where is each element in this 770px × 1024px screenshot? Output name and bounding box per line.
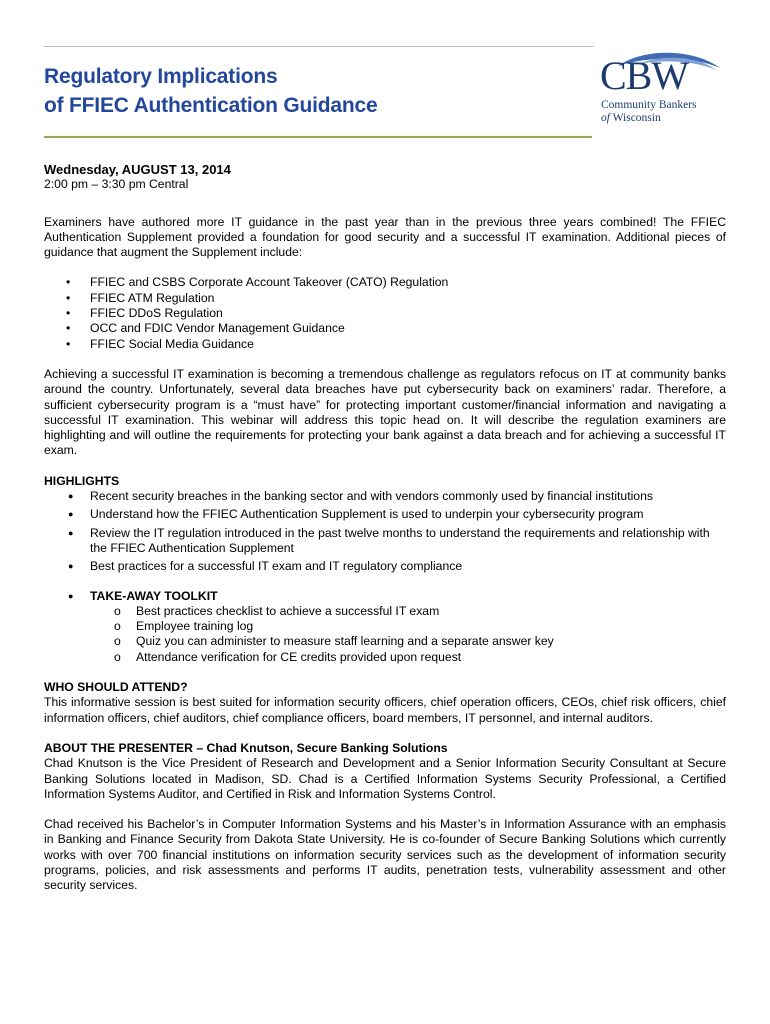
list-item: • FFIEC and CSBS Corporate Account Takeover (CATO) Regulation bbox=[44, 275, 726, 290]
list-item: • OCC and FDIC Vendor Management Guidance bbox=[44, 321, 726, 336]
attend-heading: WHO SHOULD ATTEND? bbox=[44, 680, 188, 695]
presenter-bio-1: Chad Knutson is the Vice President of Research and Development and a Senior Information Security Consultant at Secure Banking Solutions located in Madison, SD. Chad is a Certified Information Systems Security Professional, a Certified Information Systems Auditor, and Certified in Risk and Information Systems Control. bbox=[44, 756, 726, 801]
logo-line-1: Community Bankers bbox=[601, 99, 697, 111]
list-item: ● Understand how the FFIEC Authentication Supplement is used to underpin your cybersecurity program bbox=[44, 507, 726, 522]
list-item: o Best practices checklist to achieve a successful IT exam bbox=[44, 604, 726, 619]
list-item: ● Best practices for a successful IT exam and IT regulatory compliance bbox=[44, 559, 726, 574]
document-body bbox=[44, 162, 726, 894]
event-time: 2:00 pm – 3:30 pm Central bbox=[44, 177, 189, 192]
toolkit-list bbox=[44, 589, 726, 604]
list-item: o Quiz you can administer to measure staff learning and a separate answer key bbox=[44, 634, 726, 649]
page-title bbox=[44, 62, 378, 120]
logo-mark: CBW bbox=[600, 53, 689, 98]
logo-line-2 bbox=[601, 112, 661, 124]
highlights-list bbox=[44, 489, 726, 574]
presenter-bio-2: Chad received his Bachelor’s in Computer Information Systems and his Master’s in Information Assurance with an emphasis in Banking and Finance Security from Dakota State University. He is co-founder of Secure Banking Solutions which currently works with over 700 financial institutions on information security services such as the development of information security programs, policies, and risk assessments and performs IT audits, penetration tests, vulnerability assessment and other security services. bbox=[44, 817, 726, 893]
list-item: ● Recent security breaches in the banking sector and with vendors commonly used by financial institutions bbox=[44, 489, 726, 504]
logo-of: of bbox=[601, 112, 610, 124]
list-item: • FFIEC DDoS Regulation bbox=[44, 306, 726, 321]
list-item: o Employee training log bbox=[44, 619, 726, 634]
presenter-heading: ABOUT THE PRESENTER – Chad Knutson, Secure Banking Solutions bbox=[44, 740, 448, 755]
toolkit-heading: ● TAKE-AWAY TOOLKIT bbox=[44, 589, 726, 604]
toolkit-sublist bbox=[44, 604, 726, 665]
intro-paragraph: Examiners have authored more IT guidance in the past year than in the previous three years combined! The FFIEC Authentication Supplement provided a foundation for good security and a successful IT examination. Additional pieces of guidance that augment the Supplement include: bbox=[44, 214, 726, 260]
highlights-heading: HIGHLIGHTS bbox=[44, 473, 120, 488]
logo-wisconsin: Wisconsin bbox=[612, 112, 661, 124]
list-item: o Attendance verification for CE credits provided upon request bbox=[44, 650, 726, 665]
list-item: • FFIEC ATM Regulation bbox=[44, 291, 726, 306]
header-divider bbox=[44, 136, 592, 138]
attend-paragraph: This informative session is best suited for information security officers, chief operation officers, CEOs, chief risk officers, chief information officers, chief auditors, chief compliance officers, board members, IT personnel, and internal auditors. bbox=[44, 695, 726, 725]
guidance-list bbox=[44, 275, 726, 351]
cbw-logo bbox=[598, 52, 722, 128]
top-divider bbox=[44, 46, 594, 47]
list-item: ● Review the IT regulation introduced in the past twelve months to understand the requirements and relationship with the FFIEC Authentication Supplement bbox=[44, 526, 726, 557]
list-item: • FFIEC Social Media Guidance bbox=[44, 337, 726, 352]
event-date: Wednesday, AUGUST 13, 2014 bbox=[44, 162, 231, 177]
title-line-1: Regulatory Implications bbox=[44, 65, 278, 88]
body-paragraph: Achieving a successful IT examination is becoming a tremendous challenge as regulators refocus on IT at community banks around the country. Unfortunately, several data breaches have put cybersecurity back on examiners’ radar. Therefore, a sufficient cybersecurity program is a “must have” for protecting important customer/financial information and navigating a successful IT examination. This webinar will address this topic head on. It will describe the regulation examiners are highlighting and will outline the requirements for protecting your bank against a data breach and for achieving a successful IT exam. bbox=[44, 366, 726, 458]
title-line-2: of FFIEC Authentication Guidance bbox=[44, 94, 378, 117]
